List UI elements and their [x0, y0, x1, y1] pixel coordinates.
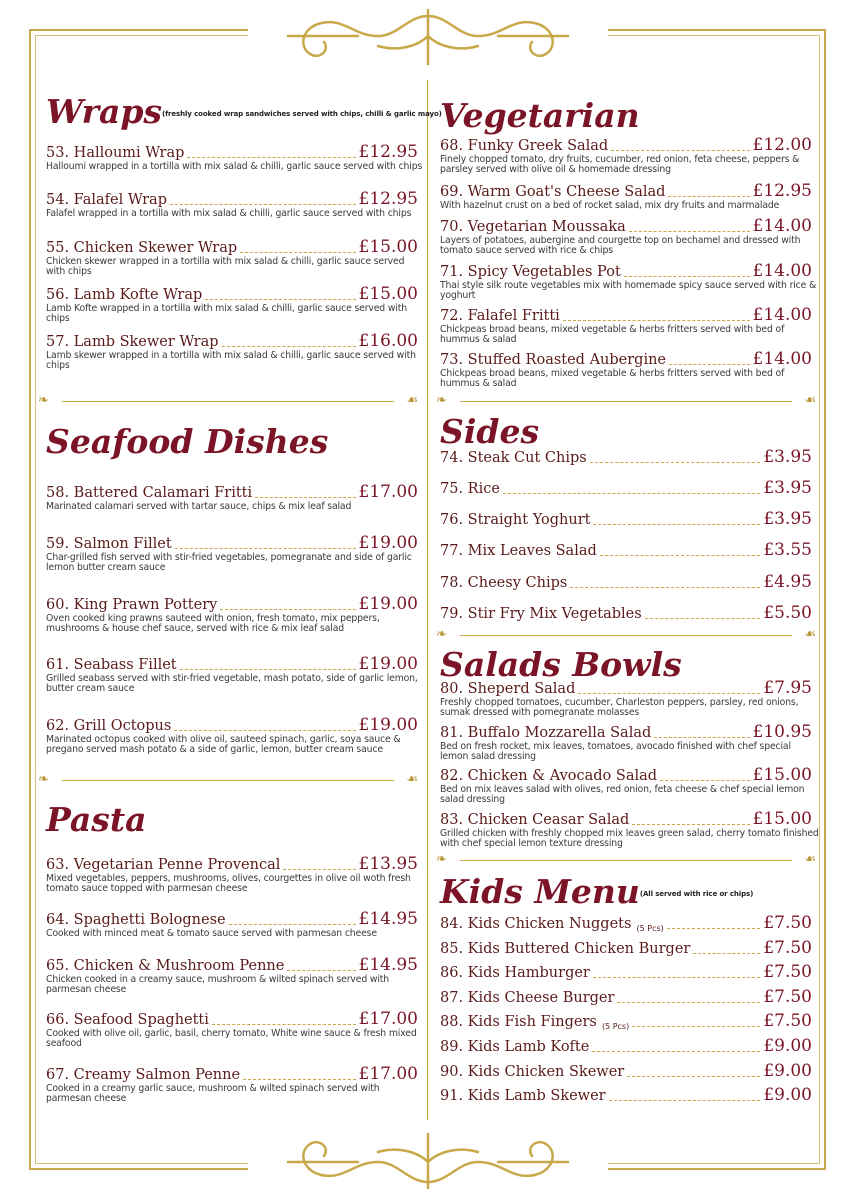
item-price: £7.50	[763, 962, 812, 982]
item-name: 75. Rice	[440, 481, 500, 497]
item-name: 55. Chicken Skewer Wrap	[46, 240, 238, 256]
leader-dots	[667, 928, 761, 929]
menu-item	[46, 594, 418, 634]
item-price: £15.00	[752, 809, 812, 829]
item-price: £3.95	[763, 509, 812, 529]
menu-item	[46, 1064, 418, 1104]
menu-item	[440, 987, 812, 1007]
menu-item	[440, 135, 812, 175]
menu-item	[46, 909, 418, 939]
item-name: 81. Buffalo Mozzarella Salad	[440, 725, 652, 741]
menu-item	[440, 1061, 812, 1081]
menu-item	[440, 540, 812, 560]
item-desc: Freshly chopped tomatoes, cucumber, Charleston peppers, parsley, red onions, sumak dressed with pomegranate molasses	[440, 697, 799, 718]
leader-dots	[229, 924, 356, 925]
menu-item	[440, 603, 812, 623]
menu-item	[440, 349, 812, 389]
sides-section	[440, 412, 812, 452]
item-desc: Halloumi wrapped in a tortilla with mix salad & chilli, garlic sauce served with chips	[46, 161, 423, 172]
leader-dots	[593, 524, 760, 525]
item-price: £7.50	[763, 987, 812, 1007]
item-price: £7.95	[763, 678, 812, 698]
item-price: £12.95	[358, 189, 418, 209]
seafood-section	[46, 422, 418, 462]
menu-item	[440, 261, 817, 301]
leader-dots	[627, 1076, 760, 1077]
leader-dots	[175, 548, 356, 549]
menu-item	[440, 181, 812, 211]
item-desc: Grilled chicken with freshly chopped mix leaves green salad, cherry tomato finished with chef special lemon texture dressing	[440, 828, 819, 849]
wraps-note: (freshly cooked wrap sandwiches served with chips, chilli & garlic mayo)	[162, 110, 442, 118]
item-name: 65. Chicken & Mushroom Penne	[46, 958, 285, 974]
vegetarian-title: Vegetarian	[440, 96, 640, 135]
leader-dots	[592, 1051, 760, 1052]
item-price: £15.00	[358, 237, 418, 257]
item-price: £12.95	[752, 181, 812, 201]
item-name: 70. Vegetarian Moussaka	[440, 219, 626, 235]
item-price: £3.95	[763, 447, 812, 467]
menu-item	[46, 1009, 418, 1049]
section-divider: ❧ ☙	[436, 852, 816, 867]
item-portion: (5 Pcs)	[636, 924, 664, 933]
leader-dots	[287, 970, 355, 971]
item-price: £15.00	[752, 765, 812, 785]
item-name: 54. Falafel Wrap	[46, 192, 167, 208]
menu-item	[440, 1011, 812, 1031]
item-desc: Bed on fresh rocket, mix leaves, tomatoes, avocado finished with chef special lemon salad dressing	[440, 741, 791, 762]
pasta-title: Pasta	[46, 800, 147, 839]
item-name: 79. Stir Fry Mix Vegetables	[440, 606, 642, 622]
item-name: 59. Salmon Fillet	[46, 536, 172, 552]
leader-dots	[283, 869, 355, 870]
item-name: 53. Halloumi Wrap	[46, 145, 185, 161]
leader-dots	[693, 953, 760, 954]
leader-dots	[669, 364, 749, 365]
vegetarian-section	[440, 96, 812, 136]
item-price: £5.50	[763, 603, 812, 623]
menu-item	[440, 913, 812, 933]
top-scroll-ornament	[248, 6, 608, 68]
leader-dots	[645, 618, 761, 619]
item-desc: Finely chopped tomato, dry fruits, cucumber, red onion, feta cheese, peppers & parsley served with olive oil & homemade dressing	[440, 154, 800, 175]
menu-item	[46, 237, 418, 277]
item-desc: Cooked with minced meat & tomato sauce served with parmesan cheese	[46, 928, 377, 939]
kids-title: Kids Menu	[440, 872, 640, 911]
item-price: £14.00	[752, 305, 812, 325]
kids-note: (All served with rice or chips)	[639, 890, 754, 898]
leader-dots	[600, 555, 761, 556]
item-name: 74. Steak Cut Chips	[440, 450, 587, 466]
item-price: £19.00	[358, 594, 418, 614]
item-name: 82. Chicken & Avocado Salad	[440, 768, 658, 784]
menu-item	[46, 284, 418, 324]
item-price: £7.50	[763, 1011, 812, 1031]
item-name: 78. Cheesy Chips	[440, 575, 568, 591]
item-price: £7.50	[763, 913, 812, 933]
leader-dots	[593, 977, 760, 978]
menu-item	[440, 809, 819, 849]
menu-item	[46, 533, 418, 573]
item-price: £3.55	[763, 540, 812, 560]
menu-item	[440, 478, 812, 498]
leader-dots	[180, 669, 356, 670]
item-desc: Thai style silk route vegetables mix with homemade spicy sauce served with rice & yoghurt	[440, 280, 817, 301]
item-name: 58. Battered Calamari Fritti	[46, 485, 253, 501]
item-desc: Cooked in a creamy garlic sauce, mushroom & wilted spinach served with parmesan cheese	[46, 1083, 380, 1104]
menu-item	[440, 216, 812, 256]
leader-dots	[632, 824, 749, 825]
menu-item	[46, 654, 418, 694]
section-divider: ❧ ☙	[436, 393, 816, 408]
wraps-section	[46, 92, 442, 134]
item-name: 63. Vegetarian Penne Provencal	[46, 857, 281, 873]
item-price: £7.50	[763, 938, 812, 958]
menu-item	[440, 1036, 812, 1056]
item-price: £9.00	[763, 1036, 812, 1056]
item-name: 83. Chicken Ceasar Salad	[440, 812, 630, 828]
item-desc: Marinated calamari served with tartar sauce, chips & mix leaf salad	[46, 501, 352, 512]
item-price: £17.00	[358, 482, 418, 502]
menu-item	[440, 509, 812, 529]
item-price: £15.00	[358, 284, 418, 304]
item-desc: Chickpeas broad beans, mixed vegetable & herbs fritters served with bed of hummus & salad	[440, 324, 785, 345]
menu-item	[46, 189, 418, 219]
item-price: £14.00	[752, 216, 812, 236]
leader-dots	[660, 780, 749, 781]
menu-item	[46, 854, 418, 894]
item-desc: Chickpeas broad beans, mixed vegetable & herbs fritters served with bed of hummus & salad	[440, 368, 785, 389]
leader-dots	[654, 737, 749, 738]
leader-dots	[205, 299, 355, 300]
item-name: 84. Kids Chicken Nuggets	[440, 916, 632, 932]
item-price: £9.00	[763, 1061, 812, 1081]
section-divider: ❧ ☙	[38, 772, 418, 787]
item-desc: Chicken skewer wrapped in a tortilla with mix salad & chilli, garlic sauce served with chips	[46, 256, 405, 277]
item-name: 80. Sheperd Salad	[440, 681, 576, 697]
item-desc: With hazelnut crust on a bed of rocket salad, mix dry fruits and marmalade	[440, 200, 780, 211]
menu-item	[46, 715, 418, 755]
menu-item	[440, 765, 812, 805]
item-desc: Grilled seabass served with stir-fried vegetable, mash potato, side of garlic lemon, butter cream sauce	[46, 673, 418, 694]
item-name: 72. Falafel Fritti	[440, 308, 560, 324]
column-divider	[427, 80, 428, 1120]
sides-title: Sides	[440, 412, 540, 451]
item-price: £17.00	[358, 1009, 418, 1029]
item-name: 60. King Prawn Pottery	[46, 597, 218, 613]
leader-dots	[611, 150, 749, 151]
salads-title: Salads Bowls	[440, 645, 682, 684]
item-desc: Lamb Kofte wrapped in a tortilla with mix salad & chilli, garlic sauce served with chips	[46, 303, 407, 324]
item-name: 66. Seafood Spaghetti	[46, 1012, 209, 1028]
leader-dots	[174, 730, 355, 731]
item-price: £9.00	[763, 1085, 812, 1105]
menu-item	[46, 142, 423, 172]
item-desc: Oven cooked king prawns sauteed with onion, fresh tomato, mix peppers, mushrooms & house chef sauce, served with rice & mix leaf salad	[46, 613, 380, 634]
item-price: £12.00	[752, 135, 812, 155]
section-divider: ❧ ☙	[436, 627, 816, 642]
item-name: 91. Kids Lamb Skewer	[440, 1088, 606, 1104]
item-desc: Bed on mix leaves salad with olives, red onion, feta cheese & chef special lemon salad dressing	[440, 784, 805, 805]
item-desc: Lamb skewer wrapped in a tortilla with mix salad & chilli, garlic sauce served with chips	[46, 350, 416, 371]
leader-dots	[617, 1002, 760, 1003]
menu-item	[440, 305, 812, 345]
leader-dots	[578, 693, 760, 694]
seafood-title: Seafood Dishes	[46, 422, 329, 461]
leader-dots	[222, 346, 356, 347]
item-name: 90. Kids Chicken Skewer	[440, 1064, 625, 1080]
item-price: £14.00	[752, 349, 812, 369]
leader-dots	[503, 493, 760, 494]
item-desc: Marinated octopus cooked with olive oil, sauteed spinach, garlic, soya sauce & pregano served mash potato & a side of garlic, lemon, butter cream sauce	[46, 734, 401, 755]
item-desc: Cooked with olive oil, garlic, basil, cherry tomato, White wine sauce & fresh mixed seafood	[46, 1028, 417, 1049]
menu-item	[440, 1085, 812, 1105]
leader-dots	[212, 1024, 356, 1025]
item-desc: Chicken cooked in a creamy sauce, mushroom & wilted spinach served with parmesan cheese	[46, 974, 390, 995]
leader-dots	[240, 252, 355, 253]
leader-dots	[255, 497, 355, 498]
item-name: 62. Grill Octopus	[46, 718, 172, 734]
item-name: 76. Straight Yoghurt	[440, 512, 591, 528]
item-name: 77. Mix Leaves Salad	[440, 543, 597, 559]
item-desc: Mixed vegetables, peppers, mushrooms, olives, courgettes in olive oil woth fresh tomato sauce topped with parmesan cheese	[46, 873, 411, 894]
menu-item	[46, 955, 418, 995]
item-name: 68. Funky Greek Salad	[440, 138, 609, 154]
item-price: £4.95	[763, 572, 812, 592]
item-price: £14.95	[358, 955, 418, 975]
item-name: 71. Spicy Vegetables Pot	[440, 264, 621, 280]
leader-dots	[220, 609, 355, 610]
item-name: 86. Kids Hamburger	[440, 965, 590, 981]
leader-dots	[629, 231, 750, 232]
menu-item	[440, 722, 812, 762]
item-price: £12.95	[358, 142, 418, 162]
leader-dots	[624, 276, 750, 277]
item-price: £10.95	[752, 722, 812, 742]
leader-dots	[570, 587, 760, 588]
item-price: £14.95	[358, 909, 418, 929]
item-name: 61. Seabass Fillet	[46, 657, 177, 673]
item-desc: Falafel wrapped in a tortilla with mix salad & chilli, garlic sauce served with chips	[46, 208, 412, 219]
item-portion: (5 Pcs)	[601, 1022, 630, 1031]
item-price: £14.00	[752, 261, 812, 281]
item-desc: Char-grilled fish served with stir-fried vegetables, pomegranate and side of garlic lemon butter cream sauce	[46, 552, 412, 573]
menu-item	[440, 678, 812, 718]
menu-item	[440, 938, 812, 958]
leader-dots	[668, 196, 749, 197]
wraps-title: Wraps	[46, 92, 162, 131]
item-name: 69. Warm Goat's Cheese Salad	[440, 184, 666, 200]
item-name: 73. Stuffed Roasted Aubergine	[440, 352, 667, 368]
item-price: £16.00	[358, 331, 418, 351]
kids-section	[440, 872, 812, 914]
item-name: 85. Kids Buttered Chicken Burger	[440, 941, 691, 957]
bottom-scroll-ornament	[248, 1130, 608, 1192]
leader-dots	[243, 1079, 355, 1080]
leader-dots	[632, 1026, 760, 1027]
menu-item	[440, 962, 812, 982]
item-name: 64. Spaghetti Bolognese	[46, 912, 226, 928]
leader-dots	[187, 157, 355, 158]
menu-item	[440, 572, 812, 592]
item-name: 87. Kids Cheese Burger	[440, 990, 615, 1006]
menu-item	[46, 482, 418, 512]
menu-item	[440, 447, 812, 467]
item-name: 67. Creamy Salmon Penne	[46, 1067, 241, 1083]
item-price: £19.00	[358, 654, 418, 674]
leader-dots	[590, 462, 761, 463]
item-price: £19.00	[358, 533, 418, 553]
leader-dots	[563, 320, 750, 321]
item-desc: Layers of potatoes, aubergine and courgette top on bechamel and dressed with tomato sauce served with rice & chips	[440, 235, 801, 256]
item-price: £3.95	[763, 478, 812, 498]
item-name: 57. Lamb Skewer Wrap	[46, 334, 219, 350]
item-price: £13.95	[358, 854, 418, 874]
item-name: 89. Kids Lamb Kofte	[440, 1039, 590, 1055]
item-name: 88. Kids Fish Fingers	[440, 1014, 597, 1030]
leader-dots	[609, 1100, 761, 1101]
leader-dots	[170, 204, 356, 205]
item-name: 56. Lamb Kofte Wrap	[46, 287, 203, 303]
menu-item	[46, 331, 418, 371]
pasta-section	[46, 800, 418, 840]
item-price: £17.00	[358, 1064, 418, 1084]
section-divider: ❧ ☙	[38, 393, 418, 408]
item-price: £19.00	[358, 715, 418, 735]
